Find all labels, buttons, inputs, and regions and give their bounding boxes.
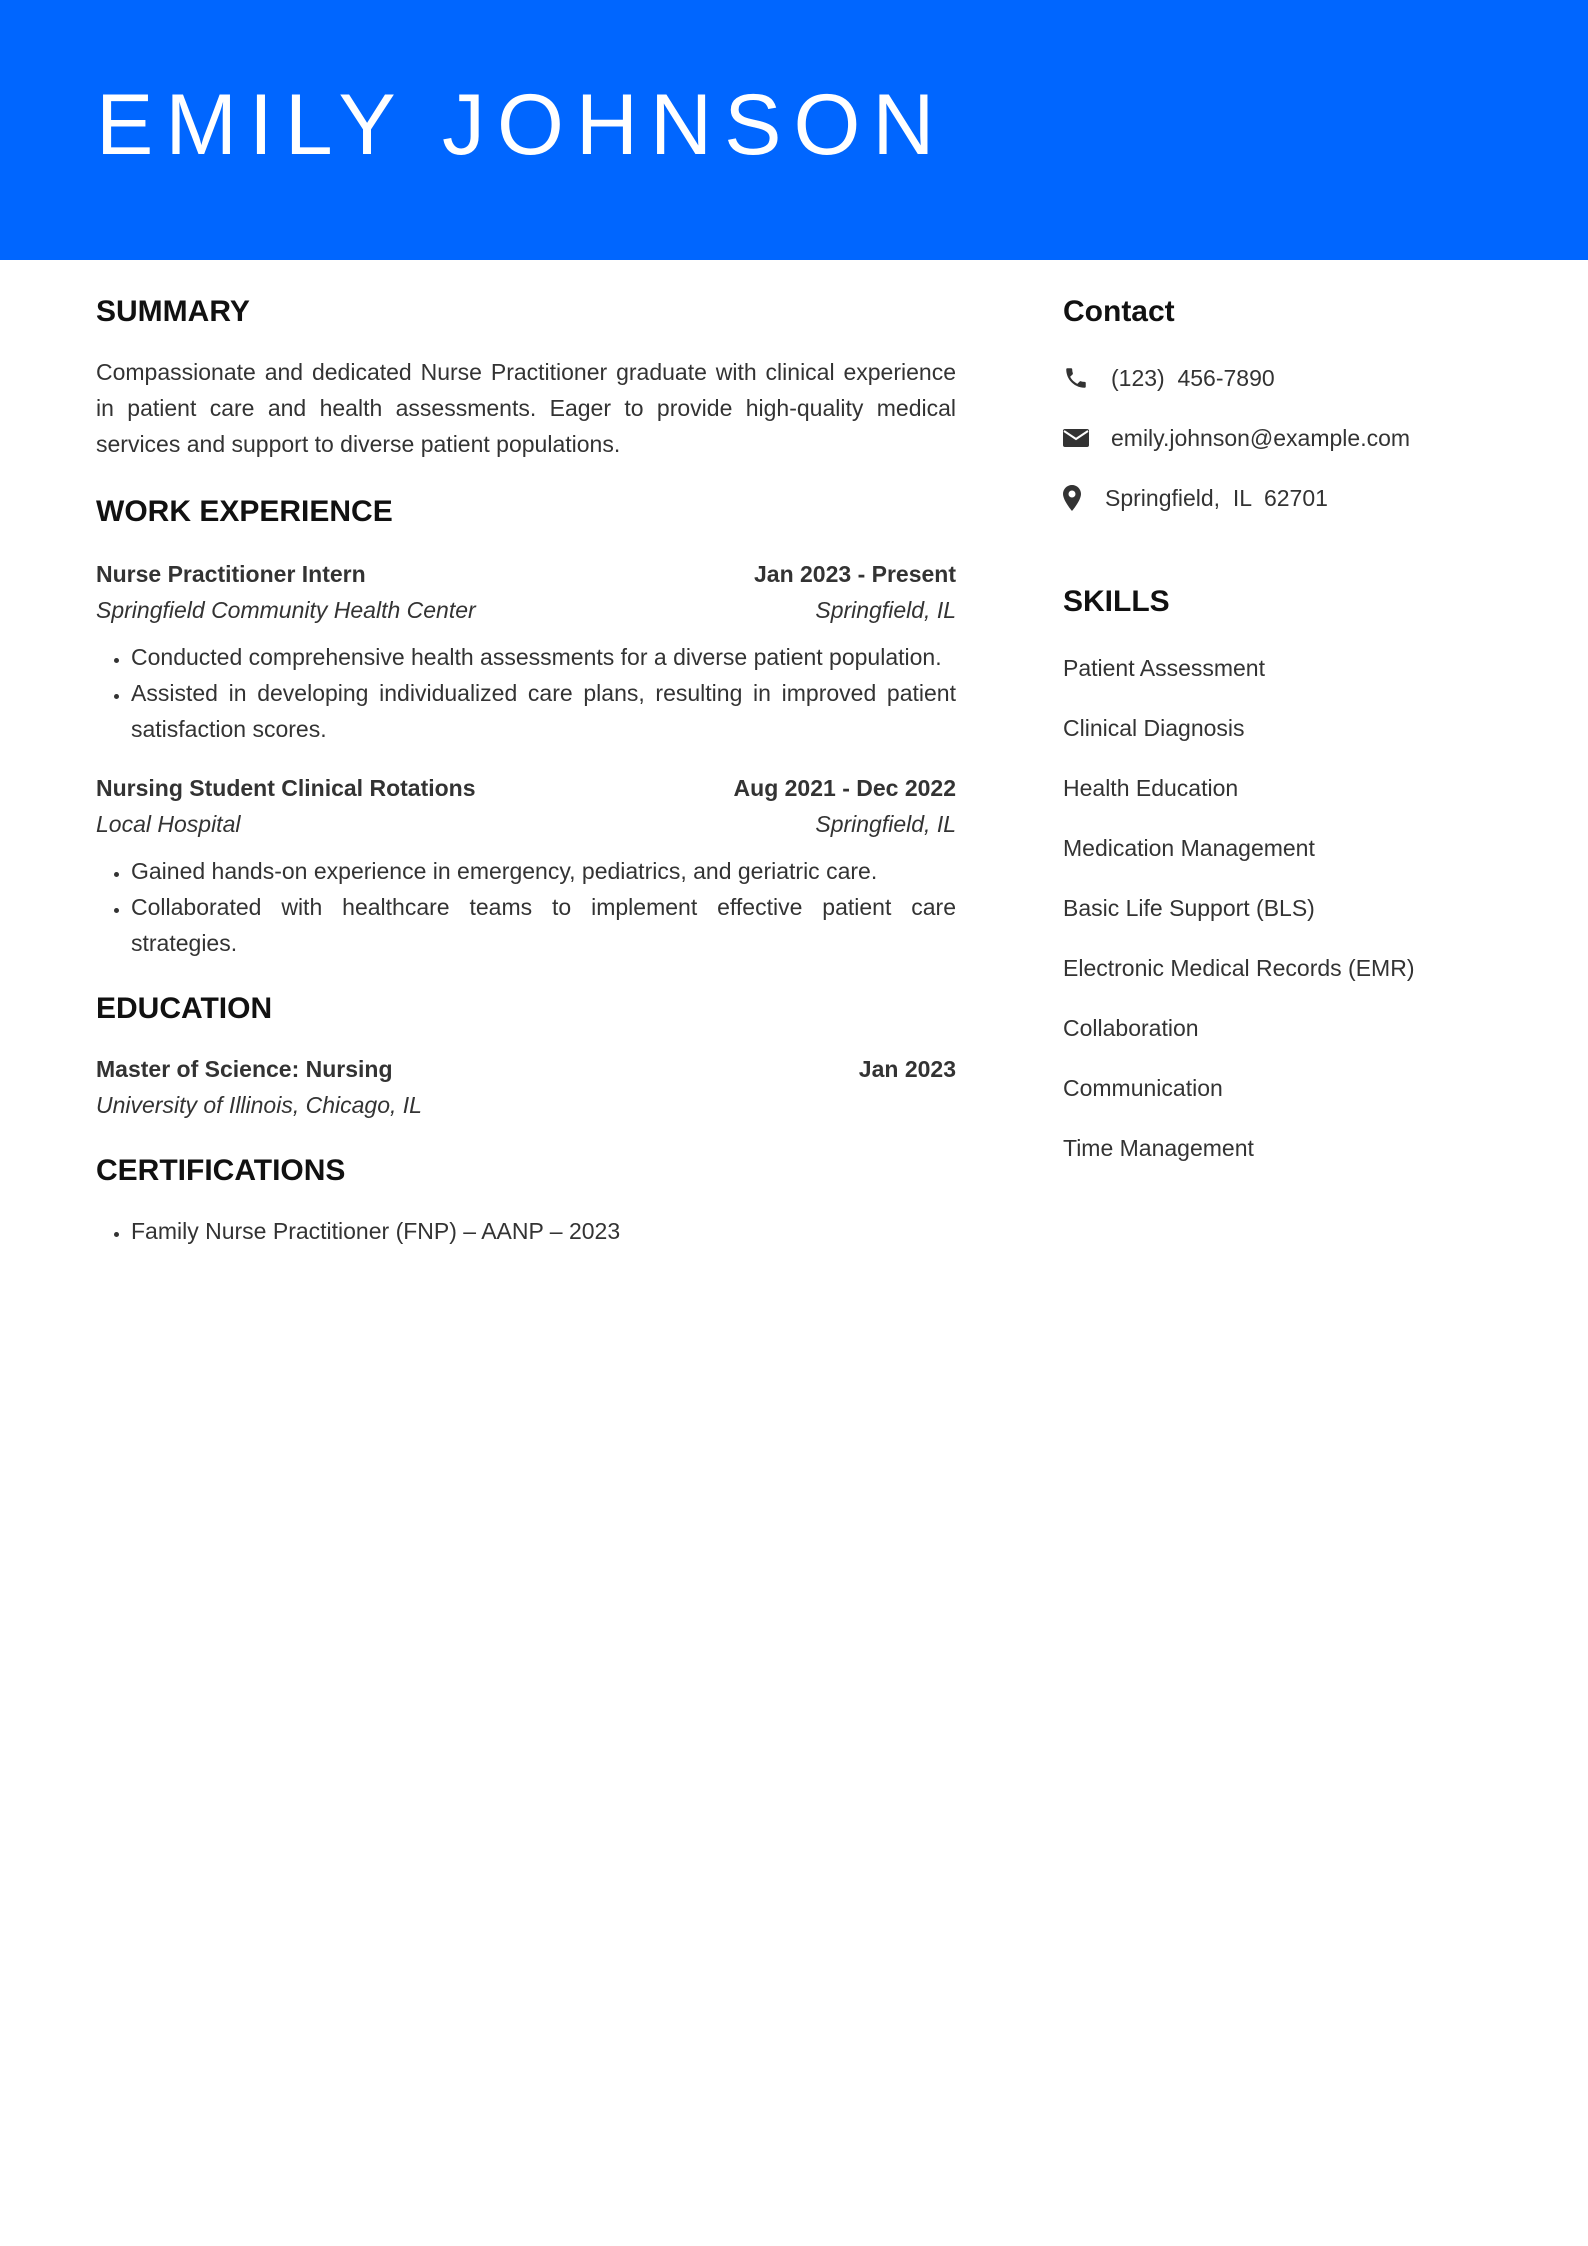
education-section <box>96 987 956 1123</box>
contact-email <box>1063 408 1503 468</box>
job-organization: Local Hospital <box>96 811 241 837</box>
skills-heading: SKILLS <box>1063 585 1170 618</box>
job-title: Nurse Practitioner Intern <box>96 561 366 587</box>
job-organization: Springfield Community Health Center <box>96 597 476 623</box>
candidate-name: EMILY JOHNSON <box>96 77 947 173</box>
certifications-section <box>96 1149 956 1249</box>
certification-item: • Family Nurse Practitioner (FNP) – AANP – 2023 <box>131 1213 956 1249</box>
job-title: Nursing Student Clinical Rotations <box>96 775 476 801</box>
job-dates: Jan 2023 - Present <box>753 561 956 587</box>
job-bullet: • Assisted in developing individualized care plans, resulting in improved patient satisfaction scores. <box>131 675 956 747</box>
job-entry <box>96 770 956 961</box>
certifications-heading: CERTIFICATIONS <box>96 1154 346 1187</box>
envelope-icon <box>1063 423 1093 453</box>
graduation-date: Jan 2023 <box>858 1056 956 1082</box>
job-bullets <box>96 853 956 961</box>
skill-item: Patient Assessment <box>1063 655 1265 681</box>
job-dates: Aug 2021 - Dec 2022 <box>733 775 956 801</box>
header-banner <box>0 0 1588 260</box>
education-heading: EDUCATION <box>96 992 273 1025</box>
contact-heading: Contact <box>1063 295 1175 328</box>
contact-phone-text: (123) 456-7890 <box>1111 364 1275 391</box>
skill-item: Communication <box>1063 1075 1223 1101</box>
contact-phone <box>1063 348 1503 408</box>
main-column <box>96 290 956 1249</box>
map-pin-icon <box>1063 483 1087 513</box>
skill-item: Collaboration <box>1063 1015 1199 1041</box>
job-location: Springfield, IL <box>815 597 956 623</box>
certifications-list <box>96 1213 956 1249</box>
skill-item: Basic Life Support (BLS) <box>1063 895 1315 921</box>
job-bullets <box>96 639 956 747</box>
school: University of Illinois, Chicago, IL <box>96 1092 422 1118</box>
work-experience-heading: WORK EXPERIENCE <box>96 495 393 528</box>
sidebar-column <box>1063 290 1503 1178</box>
education-entry <box>96 1051 956 1123</box>
job-entry <box>96 556 956 747</box>
skill-item: Time Management <box>1063 1135 1254 1161</box>
skill-item: Medication Management <box>1063 835 1315 861</box>
contact-location <box>1063 468 1503 528</box>
contact-location-text: Springfield, IL 62701 <box>1105 484 1328 511</box>
contact-section <box>1063 290 1503 528</box>
summary-text: Compassionate and dedicated Nurse Practitioner graduate with clinical experience in patient care and health assessments. Eager to provide high-quality medical services and support to diverse patient populations. <box>96 359 956 457</box>
summary-section <box>96 290 956 462</box>
work-experience-section <box>96 490 956 961</box>
skills-section <box>1063 580 1503 1178</box>
summary-heading: SUMMARY <box>96 295 250 328</box>
skill-item: Electronic Medical Records (EMR) <box>1063 955 1415 981</box>
skills-list <box>1063 638 1503 1178</box>
contact-email-text: emily.johnson@example.com <box>1111 424 1411 451</box>
job-bullet: • Gained hands-on experience in emergency, pediatrics, and geriatric care. <box>131 853 956 889</box>
job-bullet: • Collaborated with healthcare teams to implement effective patient care strategies. <box>131 889 956 961</box>
job-location: Springfield, IL <box>815 811 956 837</box>
job-bullet: • Conducted comprehensive health assessments for a diverse patient population. <box>131 639 956 675</box>
degree: Master of Science: Nursing <box>96 1056 393 1082</box>
skill-item: Health Education <box>1063 775 1239 801</box>
phone-icon <box>1063 363 1093 393</box>
skill-item: Clinical Diagnosis <box>1063 715 1245 741</box>
